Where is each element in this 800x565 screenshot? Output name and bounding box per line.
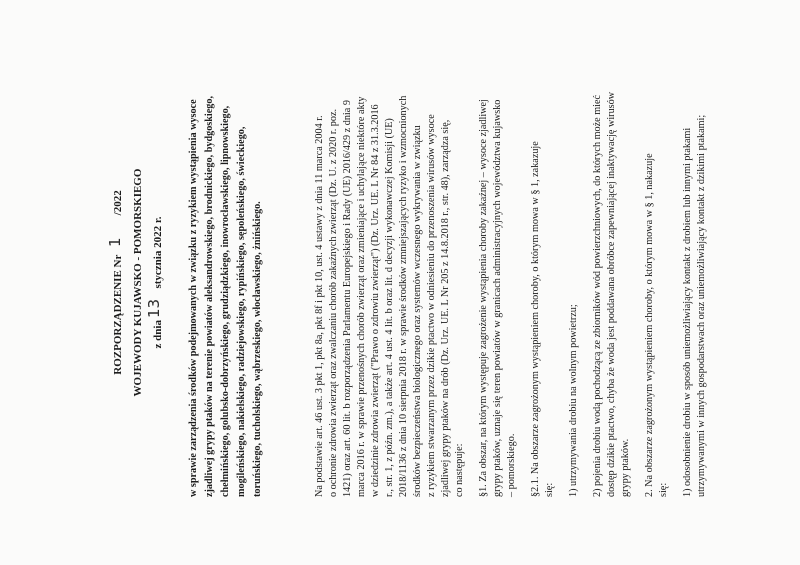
regulation-title	[112, 0, 124, 565]
subject-line: chełmińskiego, golubsko-dobrzyńskiego, grudziądzkiego, inowrocławskiego, lipnowskiego,	[220, 105, 231, 497]
preamble-line: co następuje:	[454, 443, 465, 497]
subject-line: mogileńskiego, nakielskiego, radziejowskiego, rypińskiego, sępoleńskiego, świeckiego,	[236, 126, 247, 497]
item-2-2-1-line: utrzymywanymi w innych gospodarstwach oraz uniemożliwiający kontakt z dzikimi ptakami;	[696, 114, 707, 497]
subject-line: zjadliwej grypy ptaków na terenie powiatów aleksandrowskiego, brodnickiego, bydgoskiego,	[204, 95, 215, 497]
section-2-2-line: się:	[658, 482, 669, 497]
preamble-line: z ryzykiem stwarzanym przez dzikie ptactwo w odniesieniu do przenoszenia wirusów wysoce	[426, 114, 437, 497]
preamble-line: r., str. 1, z późn. zm.), a także art. 4 ust. 4 lit. b oraz lit. d decyzji wykonawczej Komisji (UE)	[384, 118, 395, 497]
preamble-line: 1421) oraz art. 60 lit. b rozporządzenia Parlamentu Europejskiego i Rady (UE) 2016/429 z dnia 9	[342, 100, 353, 497]
item-2-1-2-line: dostęp dzikie ptactwo, chyba że woda jest poddawana obróbce zapewniającej inaktywację wirusów	[606, 91, 617, 497]
item-2-1-2-line: 2) pojenia drobiu wodą pochodzącą ze zbiorników wód powierzchniowych, do których może mieć	[592, 95, 603, 497]
handwritten-day: 13	[145, 298, 163, 318]
title-suffix: /2022	[112, 190, 124, 216]
preamble-line: marca 2016 r. w sprawie przenośnych chorób zwierząt oraz zmieniające i uchylające niektóre akty	[356, 96, 367, 497]
section-2-2-line: 2. Na obszarze zagrożonym wystąpieniem choroby, o którym mowa w § 1, nakazuje	[644, 153, 655, 497]
section-1-line: – pomorskiego.	[506, 433, 517, 497]
preamble-line: środków bezpieczeństwa biologicznego oraz systemów wczesnego wykrywania w związku	[412, 125, 423, 497]
handwritten-number: 1	[106, 237, 124, 247]
subject-line: toruńskiego, tucholskiego, wąbrzeskiego, włocławskiego, żnińskiego.	[252, 201, 263, 497]
subject-line: w sprawie zarządzenia środków podejmowanych w związku z ryzykiem wystąpienia wysoce	[188, 99, 199, 497]
preamble-line: Na podstawie art. 46 ust. 3 pkt 1, pkt 8a, pkt 8f i pkt 10, ust. 4 ustawy z dnia 11 marca 2004 r.	[314, 115, 325, 497]
item-2-1-1: 1) utrzymywania drobiu na wolnym powietrzu;	[568, 304, 579, 497]
preamble-line: o ochronie zdrowia zwierząt oraz zwalczaniu chorób zakaźnych zwierząt (Dz. U. z 2020 r. poz.	[328, 108, 339, 497]
section-1-line: §1. Za obszar, na którym występuje zagrożenie wystąpienia choroby zakaźnej – wysoce zjadliwej	[478, 99, 489, 497]
issuer-line: WOJEWODY KUJAWSKO - POMORSKIEGO	[132, 168, 144, 397]
date-prefix: z dnia	[152, 320, 164, 349]
date-line	[152, 0, 164, 565]
preamble-line: zjadliwej grypy ptaków na drób (Dz. Urz. UE. L Nr 205 z 14.8.2018 r., str. 48), zarządza się,	[440, 119, 451, 497]
item-2-2-1-line: 1) odosobnienie drobiu w sposób uniemożliwiający kontakt z drobiem lub innymi ptakami	[682, 127, 693, 497]
section-2-1-line: się:	[544, 482, 555, 497]
date-suffix: stycznia 2022 r.	[152, 216, 164, 289]
preamble-line: w dziedzinie zdrowia zwierząt ("Prawo o zdrowiu zwierząt") (Dz. Urz. UE. L Nr 84 z 31.3.2016	[370, 104, 381, 497]
title-prefix: ROZPORZĄDZENIE Nr	[112, 254, 124, 375]
section-1-line: grypy ptaków, uznaje się teren powiatów w granicach administracyjnych województwa kujawsko	[492, 99, 503, 497]
item-2-1-2-line: grypy ptaków.	[620, 438, 631, 497]
section-2-1-line: §2.1. Na obszarze zagrożonym wystąpieniem choroby, o którym mowa w § 1, zakazuje	[530, 141, 541, 497]
preamble-line: 2018/1136 z dnia 10 sierpnia 2018 r. w sprawie środków zmniejszających ryzyko i wzmocnionych	[398, 95, 409, 497]
